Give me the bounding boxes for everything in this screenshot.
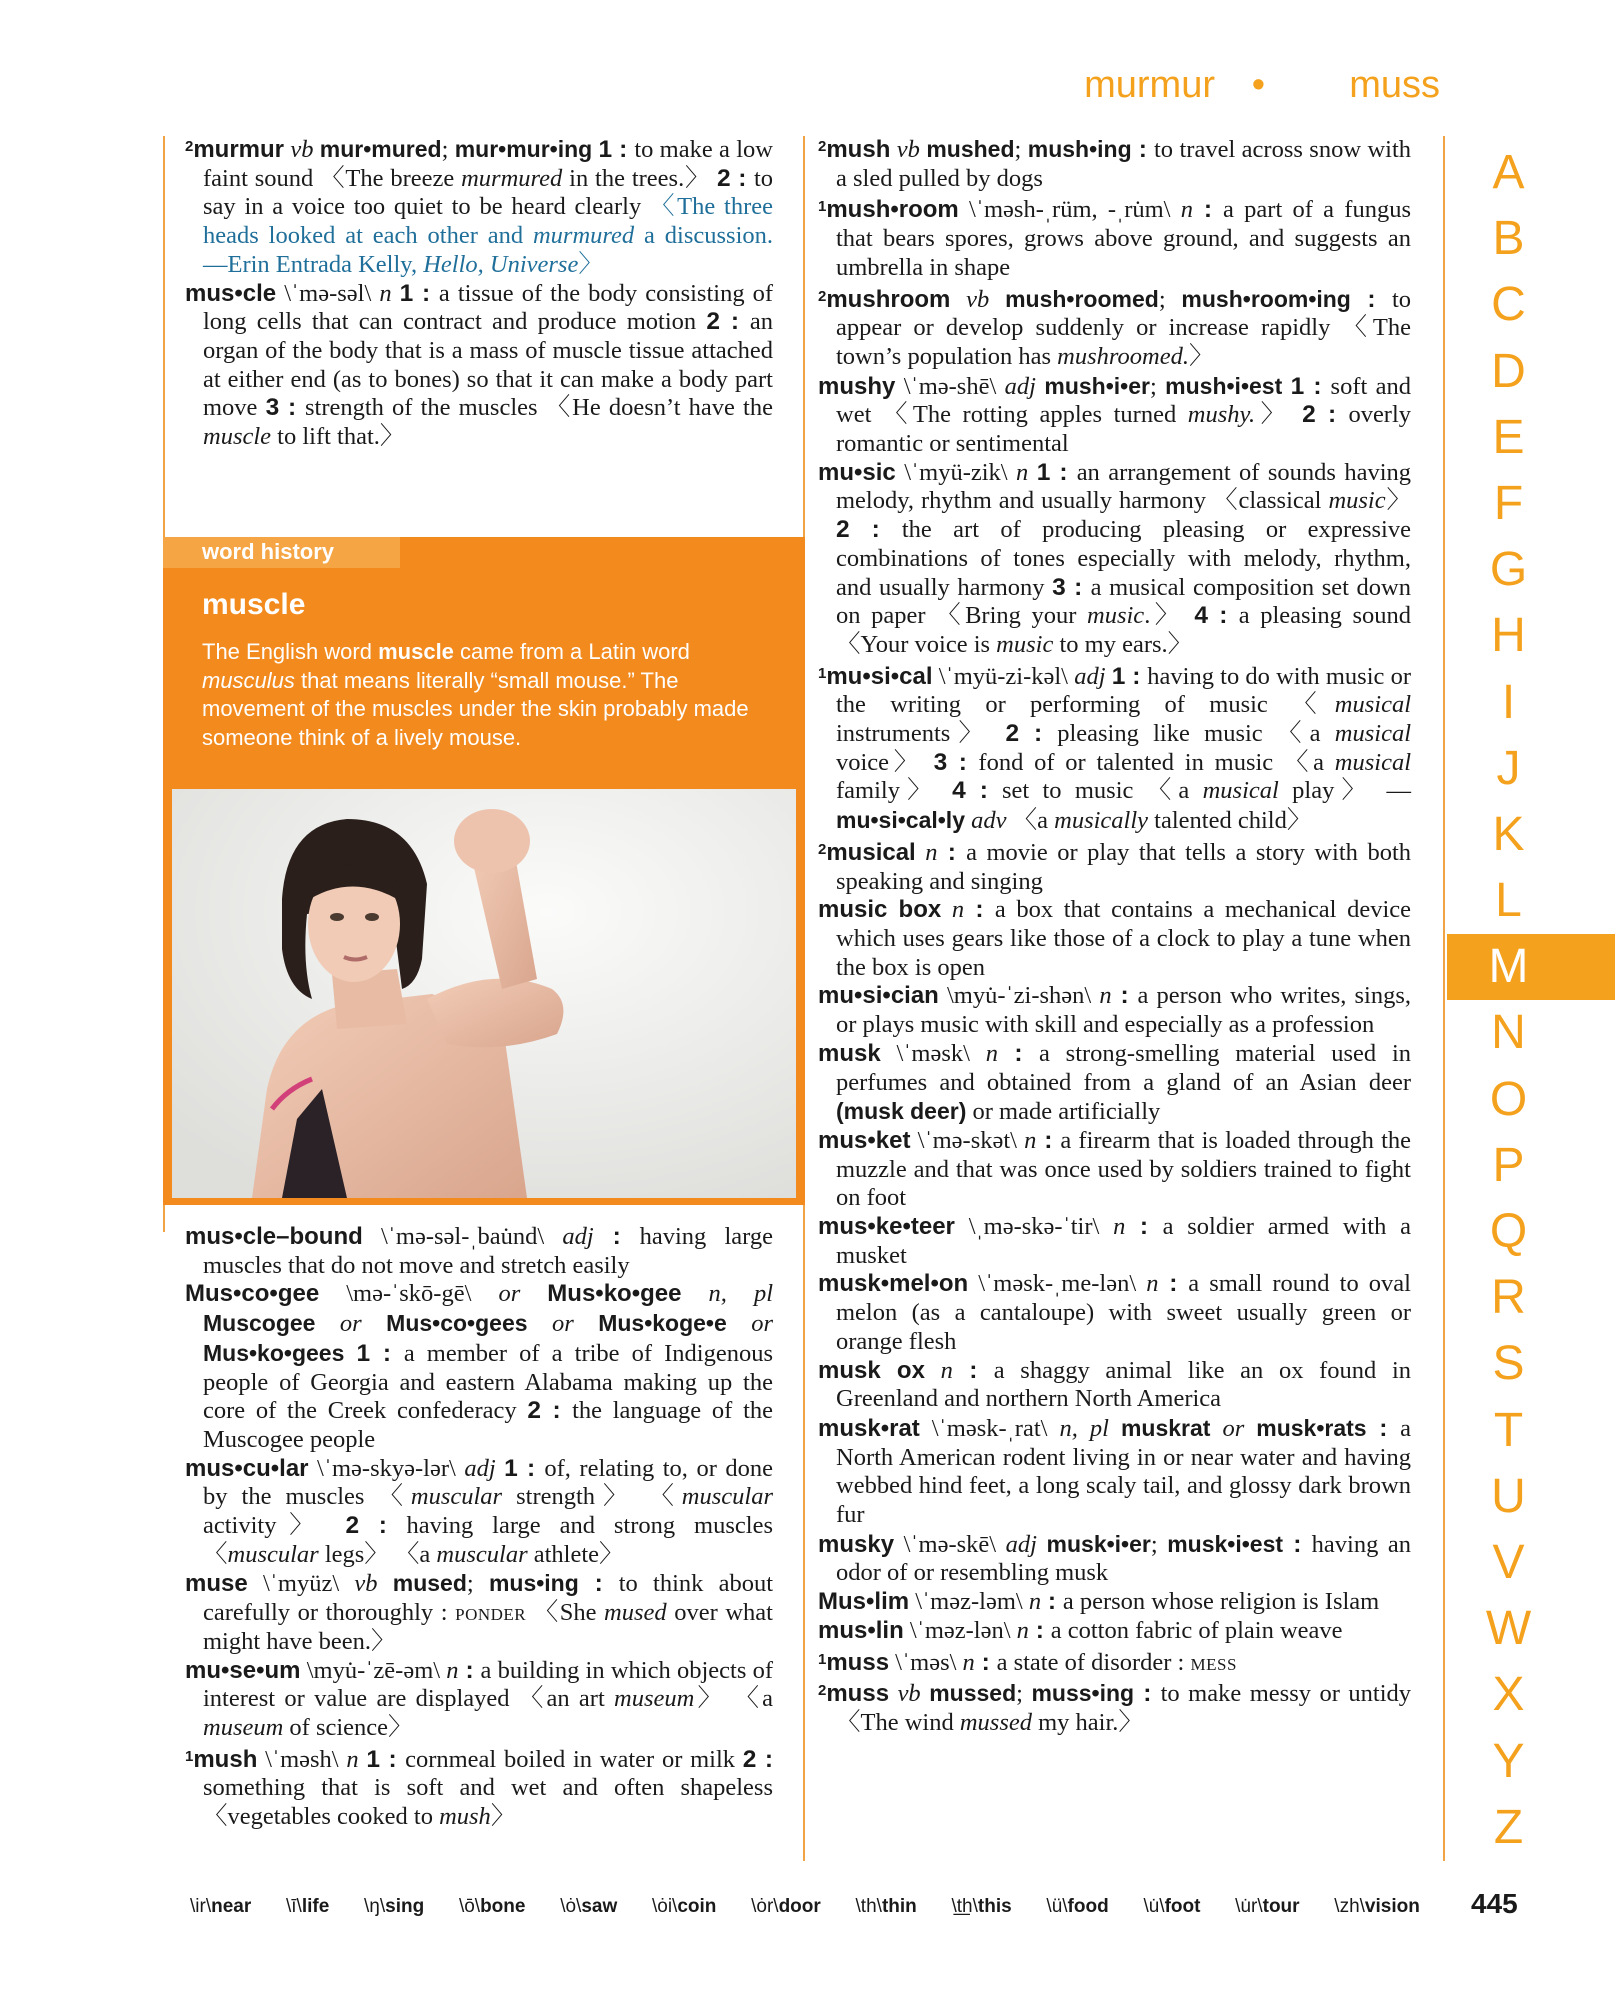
entry-mushy: mushy \ˈmə-shē\ adj mush•i•er; mush•i•est 1 : soft and wet 〈The rotting apples turned mushy.〉 2 : overly romantic or sentimental: [818, 372, 1412, 458]
thumb-tab-h[interactable]: H: [1491, 609, 1526, 663]
word-history-label: word history: [202, 539, 335, 564]
thumb-tab-i[interactable]: I: [1501, 675, 1516, 729]
right-column: [818, 133, 1411, 1738]
headword: $^2$murmur: [185, 136, 285, 163]
word-history-title: muscle: [202, 588, 306, 621]
entry-murmur: $^2$murmur vb mur•mured; mur•mur•ing 1 : to make a low faint sound 〈The breeze murmured in the trees.〉 2 : to say in a voice too quiet to be heard clearly 〈The three heads looked at each other and murmured a discussion. —Erin Entrada Kelly, Hello, Universe〉: [185, 136, 773, 278]
entry-mush-1: $^1$mush \ˈməsh\ n 1 : cornmeal boiled in water or milk 2 : something that is soft and wet and often shapeless 〈vegetables cooked to mush〉: [185, 1745, 774, 1831]
entry-musky: musky \ˈmə-skē\ adj musk•i•er; musk•i•est : having an odor of or resembling musk: [818, 1530, 1412, 1587]
entry-muss-1: $^1$muss \ˈməs\ n : a state of disorder : mess: [818, 1648, 1237, 1676]
entry-muslim: Mus•lim \ˈməz-ləm\ n : a person whose religion is Islam: [818, 1588, 1380, 1616]
word-history-text: The English word muscle came from a Latin word musculus that means literally “small mouse.” The movement of the muscles under the skin probably made someone think of a lively mouse.: [202, 639, 749, 750]
entry-musclebound: mus•cle–bound \ˈmə-səl-ˌbau̇nd\ adj : having large muscles that do not move and stretch easily: [185, 1223, 774, 1279]
pronunciation-key-item: \th\thin: [855, 1896, 917, 1917]
thumb-tab-g[interactable]: G: [1489, 543, 1528, 597]
entry-muslin: mus•lin \ˈməz-lən\ n : a cotton fabric of plain weave: [818, 1616, 1343, 1644]
thumb-tab-w[interactable]: W: [1485, 1602, 1532, 1656]
entry-music: mu•sic \ˈmyü-zik\ n 1 : an arrangement of sounds having melody, rhythm and usually harmony 〈classical music〉 2 : the art of producing pleasing or expressive combinations of tones especially with melody, rhythm, and usually harmony 3 : a musical composition set down on paper 〈Bring your music.〉 4 : a pleasing sound 〈Your voice is music to my ears.〉: [818, 458, 1412, 658]
entry-musk: musk \ˈməsk\ n : a strong-smelling material used in perfumes and obtained from a gland of an Asian deer (musk deer) or made artificially: [818, 1039, 1411, 1126]
guide-bullet: •: [1251, 64, 1265, 106]
entry-mushroom-2: $^2$mushroom vb mush•roomed; mush•room•ing : to appear or develop suddenly or increase rapidly 〈The town’s population has mushroomed.〉: [818, 285, 1412, 370]
entry-muss-2: $^2$muss vb mussed; muss•ing : to make messy or untidy 〈The wind mussed my hair.〉: [818, 1680, 1412, 1736]
thumb-tab-v[interactable]: V: [1492, 1535, 1525, 1589]
pronunciation-key-item: \ī\life: [285, 1896, 330, 1917]
entry-museum: mu•se•um \myu̇-ˈzē-əm\ n : a building in which objects of interest or value are displayed 〈an art museum〉 〈a museum of science〉: [185, 1656, 774, 1741]
thumb-tab-d[interactable]: D: [1491, 344, 1526, 398]
quotation: 〈The three heads looked at each other and murmured a discussion. —Erin Entrada Kelly, Hello, Universe〉: [203, 193, 773, 278]
entry-muscle: mus•cle \ˈmə-səl\ n 1 : a tissue of the body consisting of long cells that can contract and produce motion 2 : an organ of the body that is a mass of muscle tissue attached at either end (as to bones) so that it can make a body part move 3 : strength of the muscles 〈He doesn’t have the muscle to lift that.〉: [185, 279, 774, 451]
pronunciation-key-item: \u̇r\tour: [1235, 1896, 1300, 1917]
thumb-tab-f[interactable]: F: [1493, 476, 1524, 530]
entry-muskrat: musk•rat \ˈməsk-ˌrat\ n, pl muskrat or musk•rats : a North American rodent living in or near water and having webbed hind feet, a long scaly tail, and glossy dark brown fur: [818, 1414, 1412, 1529]
thumb-tab-r[interactable]: R: [1491, 1271, 1526, 1325]
left-column-bottom: [185, 1223, 773, 1832]
entry-musket: mus•ket \ˈmə-skət\ n : a firearm that is loaded through the muzzle and that was once used by soldiers trained to fight on foot: [818, 1126, 1412, 1212]
pronunciation-key-item: \ȯr\door: [751, 1896, 821, 1917]
pronunciation-key-item: \ō\bone: [458, 1896, 526, 1917]
entry-music-box: music box n : a box that contains a mechanical device which uses gears like those of a clock to play a tune when the box is open: [818, 896, 1411, 981]
thumb-tab-z[interactable]: Z: [1493, 1800, 1524, 1854]
thumb-tab-a[interactable]: A: [1492, 146, 1525, 199]
thumb-tab-p[interactable]: P: [1492, 1138, 1525, 1192]
thumb-tab-e[interactable]: E: [1492, 410, 1525, 464]
pronunciation-key-item: \ir\near: [190, 1896, 252, 1917]
entry-mushroom-1: $^1$mush•room \ˈməsh-ˌrüm, -ˌru̇m\ n : a part of a fungus that bears spores, grows above ground, and suggests an umbrella in shape: [818, 196, 1411, 281]
entry-musician: mu•si•cian \myu̇-ˈzi-shən\ n : a person who writes, sings, or plays music with skill and especially as a profession: [818, 982, 1412, 1039]
alphabet-tabs: [1447, 140, 1615, 1861]
pronunciation-key-item: \ȯ\saw: [560, 1896, 618, 1917]
entry-musketeer: mus•ke•teer \ˌmə-skə-ˈtir\ n : a soldier armed with a musket: [818, 1213, 1412, 1269]
pronunciation-key-item: \u̇\foot: [1143, 1896, 1201, 1917]
photo-woman-flexing-arm: [172, 789, 796, 1198]
thumb-tab-j[interactable]: J: [1496, 741, 1521, 795]
thumb-tab-k[interactable]: K: [1492, 807, 1525, 861]
pronunciation-key-item: \ŋ\sing: [364, 1896, 425, 1917]
thumb-tab-n[interactable]: N: [1491, 1006, 1526, 1060]
entry-musical-1: $^1$mu•si•cal \ˈmyü-zi-kəl\ adj 1 : having to do with music or the writing or performing of music 〈musical instruments〉 2 : pleasing like music 〈a musical voice〉 3 : fond of or talented in music 〈a musical family〉 4 : set to music 〈a musical play〉 — mu•si•cal•ly adv 〈a musically talented child〉: [818, 662, 1412, 835]
entry-muse: muse \ˈmyüz\ vb mused; mus•ing : to think about carefully or thoroughly : ponder 〈She mused over what might have been.〉: [185, 1570, 774, 1655]
entry-muskmelon: musk•mel•on \ˈməsk-ˌme-lən\ n : a small round to oval melon (as a cantaloupe) with sweet usually green or orange flesh: [818, 1270, 1411, 1355]
pronunciation-key: [190, 1896, 1420, 1918]
pronunciation-key-item: \zh\vision: [1334, 1896, 1420, 1917]
pronunciation-key-item: \ȯi\coin: [651, 1896, 717, 1917]
thumb-tab-x[interactable]: X: [1492, 1668, 1525, 1722]
thumb-tab-t[interactable]: T: [1493, 1403, 1524, 1457]
thumb-tab-b[interactable]: B: [1492, 212, 1525, 266]
woman-flexing-illustration: [172, 789, 796, 1198]
pronunciation-key-item: \ü\food: [1046, 1896, 1109, 1917]
pronunciation-key-item: \t͟h\this: [951, 1896, 1012, 1917]
thumb-tab-s[interactable]: S: [1492, 1337, 1525, 1391]
thumb-tab-c[interactable]: C: [1491, 278, 1526, 332]
guide-word-first: murmur: [1084, 64, 1215, 106]
entry-mush-2: $^2$mush vb mushed; mush•ing : to travel across snow with a sled pulled by dogs: [818, 136, 1412, 192]
thumb-tab-y[interactable]: Y: [1492, 1734, 1525, 1788]
entry-musk-ox: musk ox n : a shaggy animal like an ox found in Greenland and northern North America: [818, 1356, 1412, 1413]
entry-muscular: mus•cu•lar \ˈmə-skyə-lər\ adj 1 : of, relating to, or done by the muscles 〈muscular strength〉 〈muscular activity〉 2 : having large and strong muscles 〈muscular legs〉 〈a muscular athlete〉: [185, 1454, 773, 1568]
thumb-tab-q[interactable]: Q: [1489, 1205, 1528, 1258]
thumb-tab-l[interactable]: L: [1495, 874, 1522, 928]
column-rule-right: [1443, 136, 1445, 1861]
entry-muscogee: Mus•co•gee \mə-ˈskō-gē\ or Mus•ko•gee n, pl Muscogee or Mus•co•gees or Mus•koge•e or Mus•ko•gees 1 : a member of a tribe of Indigenous people of Georgia and eastern Alabama making up the core of the Creek confederacy 2 : the language of the Muscogee people: [185, 1280, 774, 1453]
thumb-tab-u[interactable]: U: [1491, 1469, 1526, 1523]
entry-musical-2: $^2$musical n : a movie or play that tells a story with both speaking and singing: [818, 838, 1411, 895]
guide-word-last: muss: [1349, 64, 1440, 106]
page-number: 445: [1471, 1888, 1518, 1919]
thumb-tab-o[interactable]: O: [1489, 1072, 1528, 1126]
left-column-top: [185, 133, 773, 452]
thumb-tab-m[interactable]: M: [1447, 934, 1615, 1000]
